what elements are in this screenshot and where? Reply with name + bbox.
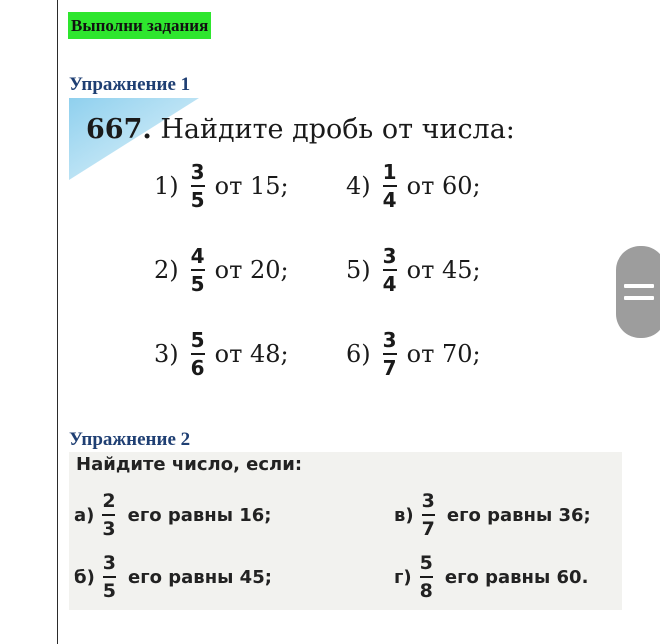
exercise-2-item bbox=[394, 487, 591, 543]
fraction bbox=[383, 161, 397, 211]
item-text: от 45; bbox=[406, 256, 481, 284]
fraction-numerator: 3 bbox=[382, 328, 397, 352]
item-text: от 15; bbox=[214, 172, 289, 200]
drag-handle-icon[interactable] bbox=[616, 246, 660, 338]
item-label: 5) bbox=[346, 256, 371, 284]
fraction-numerator: 5 bbox=[190, 328, 205, 352]
task-header-badge: Выполни задания bbox=[68, 12, 211, 39]
fraction-denominator: 6 bbox=[190, 356, 205, 380]
handle-line bbox=[624, 284, 654, 288]
fraction-numerator: 3 bbox=[190, 160, 205, 184]
exercise-1-item bbox=[346, 324, 481, 384]
fraction-bar bbox=[383, 353, 397, 355]
item-text: его равны 60. bbox=[444, 566, 589, 588]
fraction-denominator: 4 bbox=[382, 272, 397, 296]
exercise-2-item bbox=[74, 549, 272, 605]
fraction-denominator: 3 bbox=[102, 518, 116, 540]
fraction-denominator: 5 bbox=[190, 188, 205, 212]
fraction-bar bbox=[103, 576, 116, 578]
item-text: от 20; bbox=[214, 256, 289, 284]
exercise-2-item bbox=[74, 487, 272, 543]
fraction-numerator: 2 bbox=[102, 490, 116, 512]
item-label: 4) bbox=[346, 172, 371, 200]
fraction-bar bbox=[191, 185, 205, 187]
fraction-denominator: 7 bbox=[421, 518, 435, 540]
item-label: б) bbox=[74, 566, 95, 588]
fraction-denominator: 5 bbox=[102, 580, 117, 602]
fraction bbox=[191, 329, 205, 379]
fraction bbox=[383, 329, 397, 379]
handle-line bbox=[624, 296, 654, 300]
fraction-numerator: 1 bbox=[382, 160, 397, 184]
item-label: в) bbox=[394, 504, 414, 526]
item-text: от 70; bbox=[406, 340, 481, 368]
fraction bbox=[191, 245, 205, 295]
exercise-2-task: Найдите число, если: bbox=[76, 454, 303, 475]
exercise-2-title: Упражнение 2 bbox=[69, 429, 191, 450]
fraction bbox=[383, 245, 397, 295]
fraction-bar bbox=[383, 185, 397, 187]
fraction-denominator: 8 bbox=[419, 580, 433, 602]
fraction-bar bbox=[420, 576, 433, 578]
fraction bbox=[191, 161, 205, 211]
fraction bbox=[420, 552, 433, 602]
exercise-1-item bbox=[154, 156, 289, 216]
fraction-denominator: 7 bbox=[382, 356, 397, 380]
item-text: от 60; bbox=[406, 172, 481, 200]
fraction-numerator: 4 bbox=[190, 244, 205, 268]
item-label: 2) bbox=[154, 256, 179, 284]
fraction-bar bbox=[191, 353, 205, 355]
item-label: 6) bbox=[346, 340, 371, 368]
item-text: от 48; bbox=[214, 340, 289, 368]
fraction-numerator: 3 bbox=[382, 244, 397, 268]
item-label: г) bbox=[394, 566, 412, 588]
exercise-1-item bbox=[154, 240, 289, 300]
fraction-bar bbox=[102, 514, 115, 516]
item-text: его равны 36; bbox=[446, 504, 591, 526]
fraction-numerator: 3 bbox=[102, 552, 117, 574]
exercise-1-item bbox=[346, 156, 481, 216]
fraction-denominator: 4 bbox=[382, 188, 397, 212]
exercise-1-task bbox=[86, 114, 515, 145]
exercise-2-item bbox=[394, 549, 588, 605]
exercise-1-item bbox=[346, 240, 481, 300]
fraction bbox=[103, 552, 116, 602]
item-label: 1) bbox=[154, 172, 179, 200]
fraction-bar bbox=[422, 514, 435, 516]
exercise-1-item bbox=[154, 324, 289, 384]
task-number: 667. bbox=[86, 114, 152, 145]
item-label: а) bbox=[74, 504, 95, 526]
item-text: его равны 45; bbox=[128, 566, 272, 588]
item-text: его равны 16; bbox=[127, 504, 272, 526]
fraction-numerator: 5 bbox=[419, 552, 433, 574]
fraction-numerator: 3 bbox=[421, 490, 435, 512]
task-text: Найдите дробь от числа: bbox=[160, 114, 515, 145]
fraction-bar bbox=[383, 269, 397, 271]
exercise-1-title: Упражнение 1 bbox=[69, 74, 191, 95]
fraction bbox=[102, 490, 115, 540]
fraction-bar bbox=[191, 269, 205, 271]
fraction bbox=[422, 490, 435, 540]
item-label: 3) bbox=[154, 340, 179, 368]
fraction-denominator: 5 bbox=[190, 272, 205, 296]
page-left-border bbox=[57, 0, 58, 644]
